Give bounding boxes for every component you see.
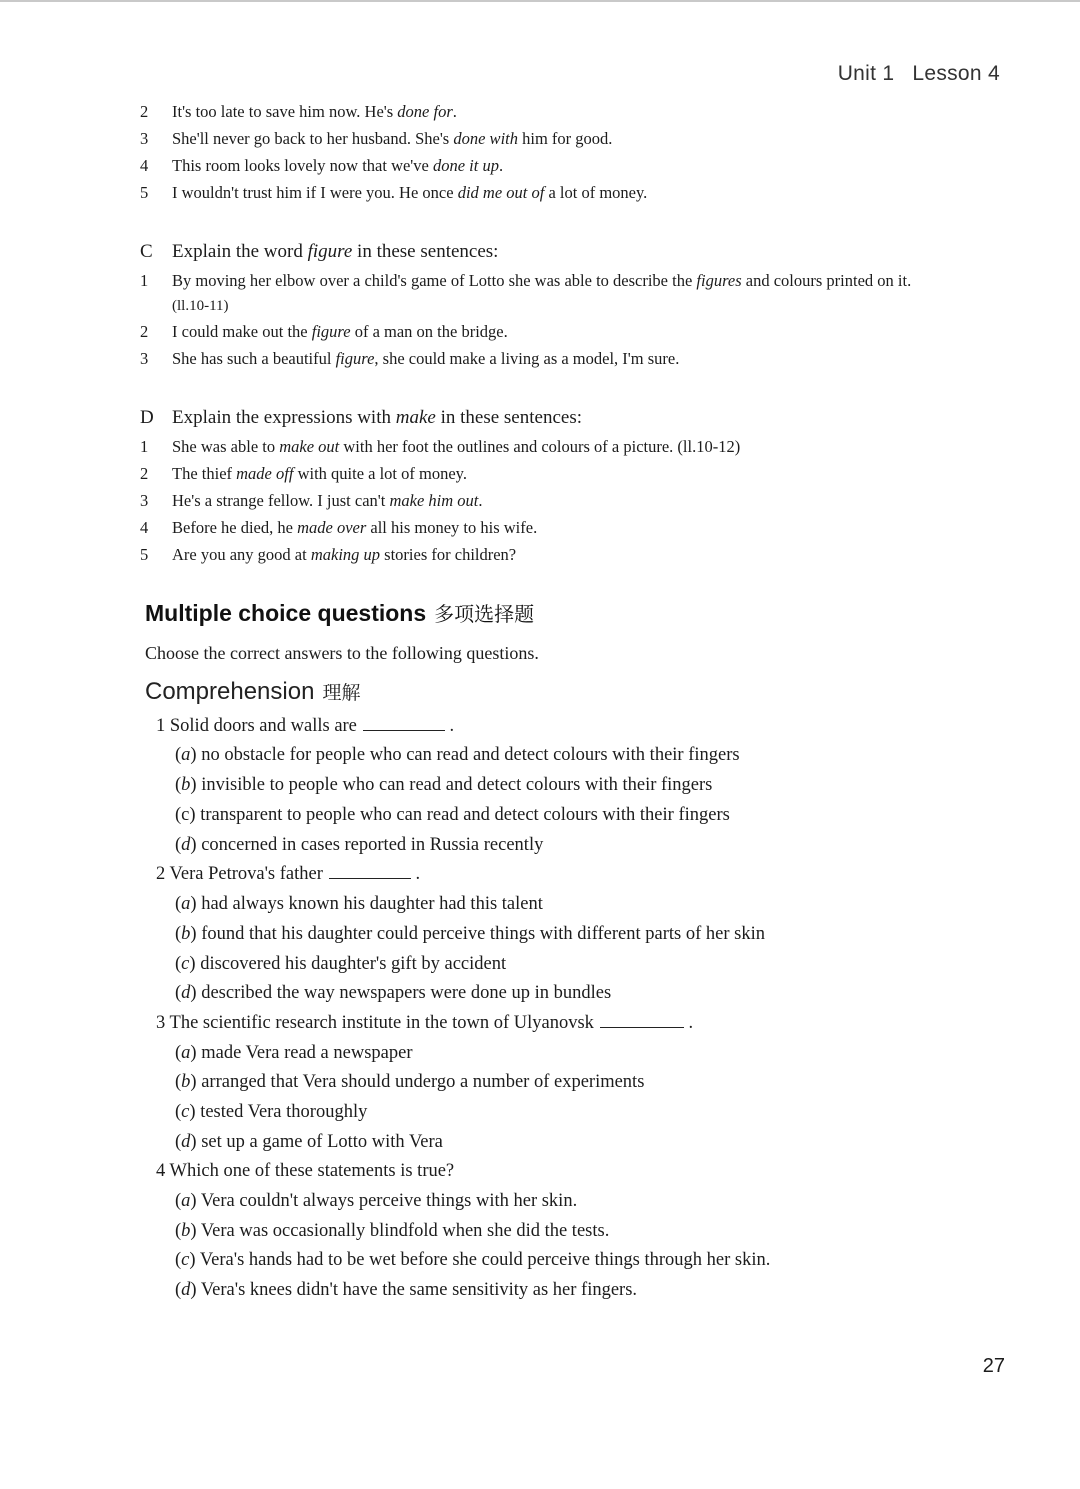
list-item: 1 By moving her elbow over a child's game of Lotto she was able to describe the figures and colours printed on it. bbox=[140, 271, 912, 290]
list-item: 2 I could make out the figure of a man on the bridge. bbox=[140, 322, 508, 341]
answer-blank bbox=[363, 716, 445, 731]
header-lesson: Lesson 4 bbox=[912, 62, 1000, 85]
option: (b) Vera was occasionally blindfold when she did the tests. bbox=[175, 1221, 610, 1241]
answer-blank bbox=[329, 864, 411, 879]
page-number: 27 bbox=[982, 1355, 1005, 1377]
list-item: 3 She'll never go back to her husband. She's done with him for good. bbox=[140, 129, 613, 148]
section-d bbox=[140, 403, 1020, 568]
question: 4 Which one of these statements is true? bbox=[156, 1161, 455, 1181]
list-item: 5 Are you any good at making up stories for children? bbox=[140, 545, 517, 564]
list-item: 1 She was able to make out with her foot the outlines and colours of a picture. (ll.10-12) bbox=[140, 437, 741, 456]
top-border bbox=[0, 0, 1080, 2]
list-item: 2 The thief made off with quite a lot of money. bbox=[140, 464, 467, 483]
list-item: 4 This room looks lovely now that we've done it up. bbox=[140, 156, 504, 175]
option: (c) tested Vera thoroughly bbox=[175, 1102, 368, 1122]
option: (d) described the way newspapers were done up in bundles bbox=[175, 983, 612, 1003]
section-d-heading: D Explain the expressions with make in these sentences: bbox=[140, 407, 582, 428]
list-item: 3 She has such a beautiful figure, she could make a living as a model, I'm sure. bbox=[140, 349, 680, 368]
question: 2 Vera Petrova's father . bbox=[156, 864, 421, 884]
line-reference: (ll.10-11) bbox=[172, 298, 229, 314]
question: 3 The scientific research institute in the town of Ulyanovsk . bbox=[156, 1013, 694, 1033]
option: (b) arranged that Vera should undergo a number of experiments bbox=[175, 1072, 645, 1092]
option: (d) concerned in cases reported in Russia recently bbox=[175, 835, 544, 855]
option: (b) found that his daughter could perceive things with different parts of her skin bbox=[175, 924, 765, 944]
list-item: 5 I wouldn't trust him if I were you. He once did me out of a lot of money. bbox=[140, 183, 648, 202]
section-title-zh: 多项选择题 bbox=[434, 602, 535, 626]
list-item: 4 Before he died, he made over all his money to his wife. bbox=[140, 518, 538, 537]
list-item: 2 It's too late to save him now. He's done for. bbox=[140, 102, 457, 121]
option: (a) Vera couldn't always perceive things with her skin. bbox=[175, 1191, 578, 1211]
option: (b) invisible to people who can read and detect colours with their fingers bbox=[175, 775, 713, 795]
running-header bbox=[838, 62, 1000, 86]
option: (c) discovered his daughter's gift by accident bbox=[175, 954, 507, 974]
option: (c) transparent to people who can read and detect colours with their fingers bbox=[175, 805, 730, 825]
option: (d) Vera's knees didn't have the same sensitivity as her fingers. bbox=[175, 1280, 638, 1300]
header-unit: Unit 1 bbox=[837, 62, 895, 85]
section-c bbox=[140, 237, 1020, 372]
question: 1 Solid doors and walls are . bbox=[156, 716, 455, 736]
section-title: Multiple choice questions 多项选择题 bbox=[145, 600, 535, 626]
list-item: 3 He's a strange fellow. I just can't make him out. bbox=[140, 491, 483, 510]
answer-blank bbox=[600, 1013, 684, 1028]
section-b-list bbox=[140, 98, 1020, 206]
option: (a) had always known his daughter had this talent bbox=[175, 894, 543, 914]
subsection-title-zh: 理解 bbox=[322, 682, 361, 704]
option: (d) set up a game of Lotto with Vera bbox=[175, 1132, 443, 1152]
option: (a) made Vera read a newspaper bbox=[175, 1043, 413, 1063]
instruction-text: Choose the correct answers to the following questions. bbox=[145, 643, 539, 663]
option: (c) Vera's hands had to be wet before she could perceive things through her skin. bbox=[175, 1250, 771, 1270]
option: (a) no obstacle for people who can read and detect colours with their fingers bbox=[175, 745, 740, 765]
section-c-heading: C Explain the word figure in these sentences: bbox=[140, 241, 499, 262]
subsection-title: Comprehension 理解 bbox=[145, 678, 361, 705]
